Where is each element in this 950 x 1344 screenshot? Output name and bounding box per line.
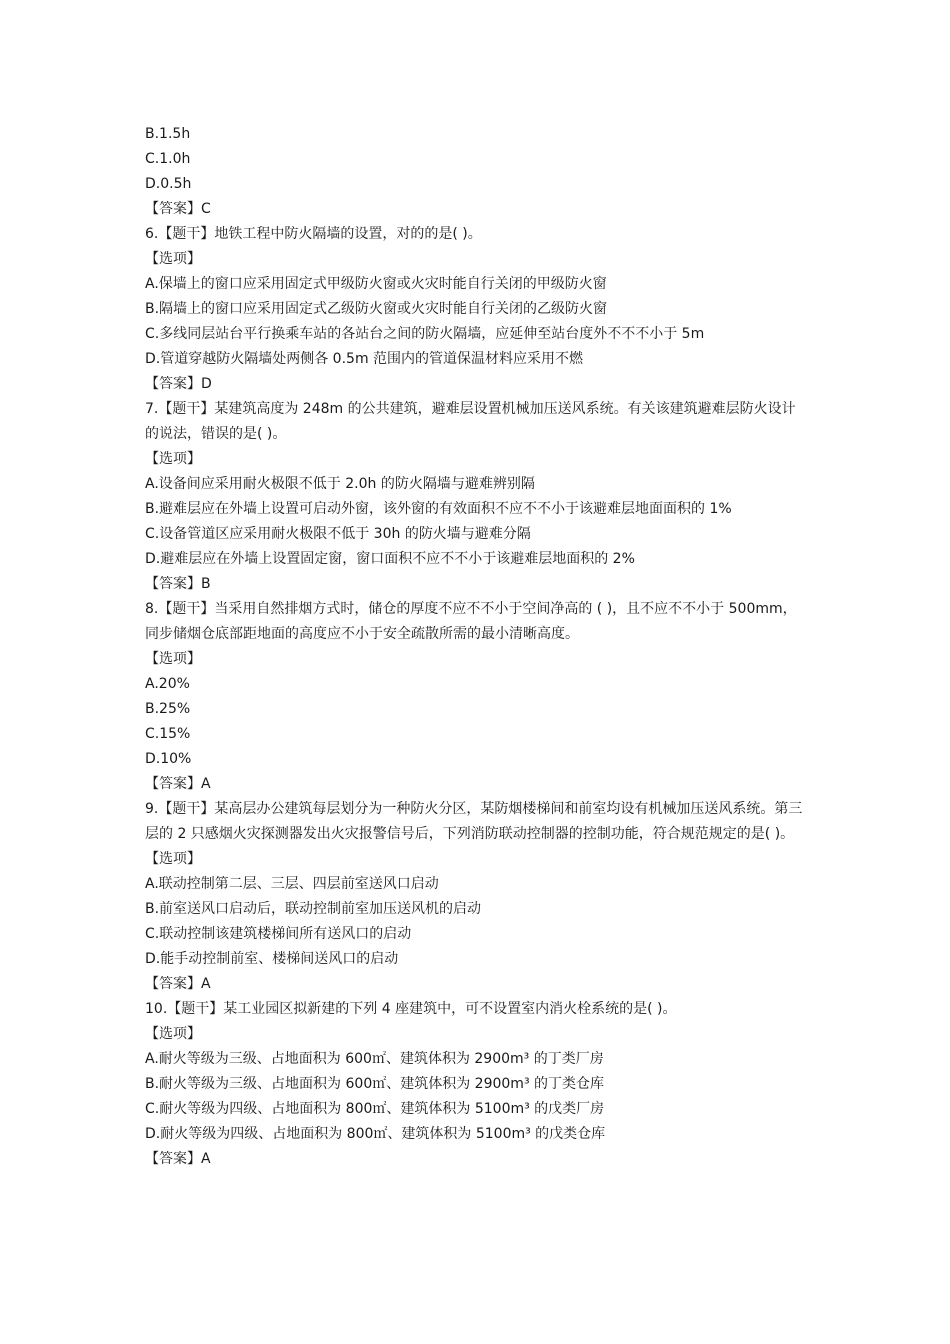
option-a: A.耐火等级为三级、占地面积为 600㎡、建筑体积为 2900m³ 的丁类厂房: [145, 1051, 604, 1067]
option-c: C.设备管道区应采用耐火极限不低于 30h 的防火墙与避难分隔: [145, 526, 531, 542]
question-10: [145, 997, 807, 1172]
question-stem: 7.【题干】某建筑高度为 248m 的公共建筑，避难层设置机械加压送风系统。有关该建筑避难层防火设计的说法，错误的是( )。: [145, 401, 796, 442]
option-d: D.能手动控制前室、楼梯间送风口的启动: [145, 951, 399, 967]
option-d: D.管道穿越防火隔墙处两侧各 0.5m 范围内的管道保温材料应采用不燃: [145, 351, 584, 367]
option-d: D.10%: [145, 751, 192, 767]
option-d: D.耐火等级为四级、占地面积为 800㎡、建筑体积为 5100m³ 的戊类仓库: [145, 1126, 606, 1142]
option-b: B.避难层应在外墙上设置可启动外窗，该外窗的有效面积不应不不小于该避难层地面面积的 1%: [145, 501, 732, 517]
option-a: A.设备间应采用耐火极限不低于 2.0h 的防火隔墙与避难辨别隔: [145, 476, 535, 492]
answer: 【答案】C: [145, 201, 211, 217]
question-7: [145, 397, 807, 597]
option-b: B.耐火等级为三级、占地面积为 600㎡、建筑体积为 2900m³ 的丁类仓库: [145, 1076, 605, 1092]
options-label: 【选项】: [145, 1026, 201, 1042]
option-b: B.25%: [145, 701, 191, 717]
option-b: B.前室送风口启动后，联动控制前室加压送风机的启动: [145, 901, 482, 917]
answer: 【答案】A: [145, 1151, 211, 1167]
answer: 【答案】D: [145, 376, 212, 392]
question-stem: 8.【题干】当采用自然排烟方式时，储仓的厚度不应不不小于空间净高的 ( )，且不应不不小于 500mm，同步储烟仓底部距地面的高度应不小于安全疏散所需的最小清晰高度。: [145, 601, 797, 642]
option-c: C.1.0h: [145, 151, 191, 167]
option-b: B.隔墙上的窗口应采用固定式乙级防火窗或火灾时能自行关闭的乙级防火窗: [145, 301, 608, 317]
document-body: [145, 122, 807, 1172]
option-c: C.15%: [145, 726, 191, 742]
answer: 【答案】A: [145, 776, 211, 792]
option-b: B.1.5h: [145, 126, 191, 142]
option-d: D.避难层应在外墙上设置固定窗，窗口面积不应不不小于该避难层地面积的 2%: [145, 551, 635, 567]
option-a: A.保墙上的窗口应采用固定式甲级防火窗或火灾时能自行关闭的甲级防火窗: [145, 276, 607, 292]
question-stem: 10.【题干】某工业园区拟新建的下列 4 座建筑中，可不设置室内消火栓系统的是( )。: [145, 1001, 677, 1017]
options-label: 【选项】: [145, 651, 201, 667]
option-d: D.0.5h: [145, 176, 192, 192]
options-label: 【选项】: [145, 851, 201, 867]
answer: 【答案】B: [145, 576, 211, 592]
options-label: 【选项】: [145, 451, 201, 467]
question-stem: 9.【题干】某高层办公建筑每层划分为一种防火分区，某防烟楼梯间和前室均设有机械加压送风系统。第三层的 2 只感烟火灾探测器发出火灾报警信号后，下列消防联动控制器的控制功能，符合规范规定的是( )。: [145, 801, 803, 842]
options-label: 【选项】: [145, 251, 201, 267]
question-stem: 6.【题干】地铁工程中防火隔墙的设置，对的的是( )。: [145, 226, 482, 242]
option-c: C.多线同层站台平行换乘车站的各站台之间的防火隔墙，应延伸至站台度外不不不小于 5m: [145, 326, 705, 342]
question-6: [145, 222, 807, 397]
option-a: A.20%: [145, 676, 190, 692]
question-8: [145, 597, 807, 797]
option-c: C.耐火等级为四级、占地面积为 800㎡、建筑体积为 5100m³ 的戊类厂房: [145, 1101, 605, 1117]
option-c: C.联动控制该建筑楼梯间所有送风口的启动: [145, 926, 412, 942]
question-5-tail: [145, 122, 807, 222]
answer: 【答案】A: [145, 976, 211, 992]
question-9: [145, 797, 807, 997]
option-a: A.联动控制第二层、三层、四层前室送风口启动: [145, 876, 439, 892]
